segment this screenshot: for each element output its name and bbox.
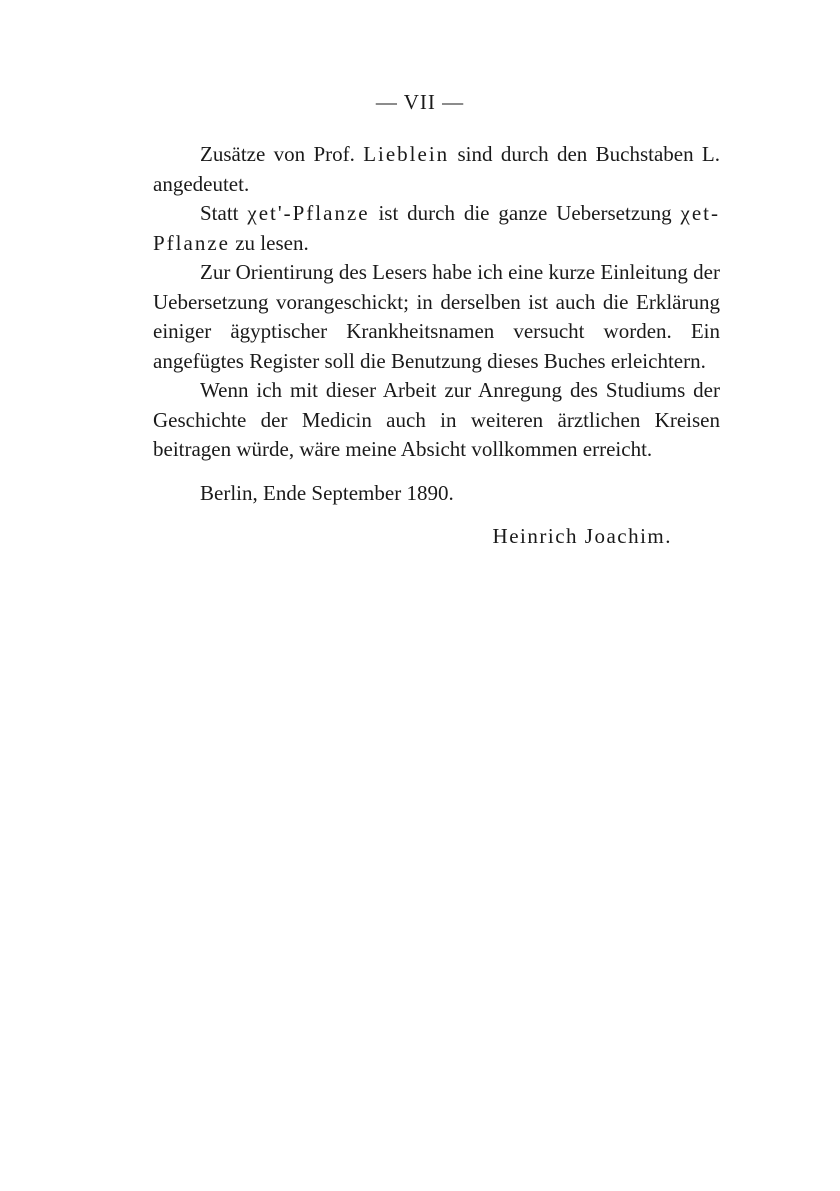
paragraph-additions-text-2: sind durch den Buchstaben L. angedeutet. [153, 142, 720, 196]
name-lieblein: Lieblein [363, 142, 450, 166]
paragraph-orientation: Zur Orientirung des Lesers habe ich eine kurze Einleitung der Uebersetzung vorangeschickt; in derselben ist auch die Erklärung einiger ägyptischer Krankheitsnamen versucht worden. Ein angefügtes Register soll die Benutzung dieses Buches erleichtern. [153, 260, 720, 373]
term-correct: χet-Pflanze [153, 201, 720, 255]
page-number-header: — VII — [375, 90, 465, 114]
paragraph-additions-text-1: Zusätze von Prof. [200, 142, 364, 166]
dateline: Berlin, Ende September 1890. [200, 480, 454, 505]
paragraph-correction-text-2: ist durch die ganze Uebersetzung [369, 201, 681, 225]
paragraph-correction-text-1: Statt [200, 201, 248, 225]
preface-text-block [153, 140, 720, 552]
author-signature: Heinrich Joachim. [492, 524, 672, 548]
term-wrong: χet'-Pflanze [247, 201, 370, 225]
paragraph-correction [153, 199, 720, 258]
paragraph-correction-text-3: zu lesen. [229, 230, 309, 255]
paragraph-additions [153, 140, 720, 199]
paragraph-intent: Wenn ich mit dieser Arbeit zur Anregung des Studiums der Geschichte der Medicin auch in weiteren ärztlichen Kreisen beitragen würde, wäre meine Absicht vollkommen erreicht. [153, 378, 720, 461]
